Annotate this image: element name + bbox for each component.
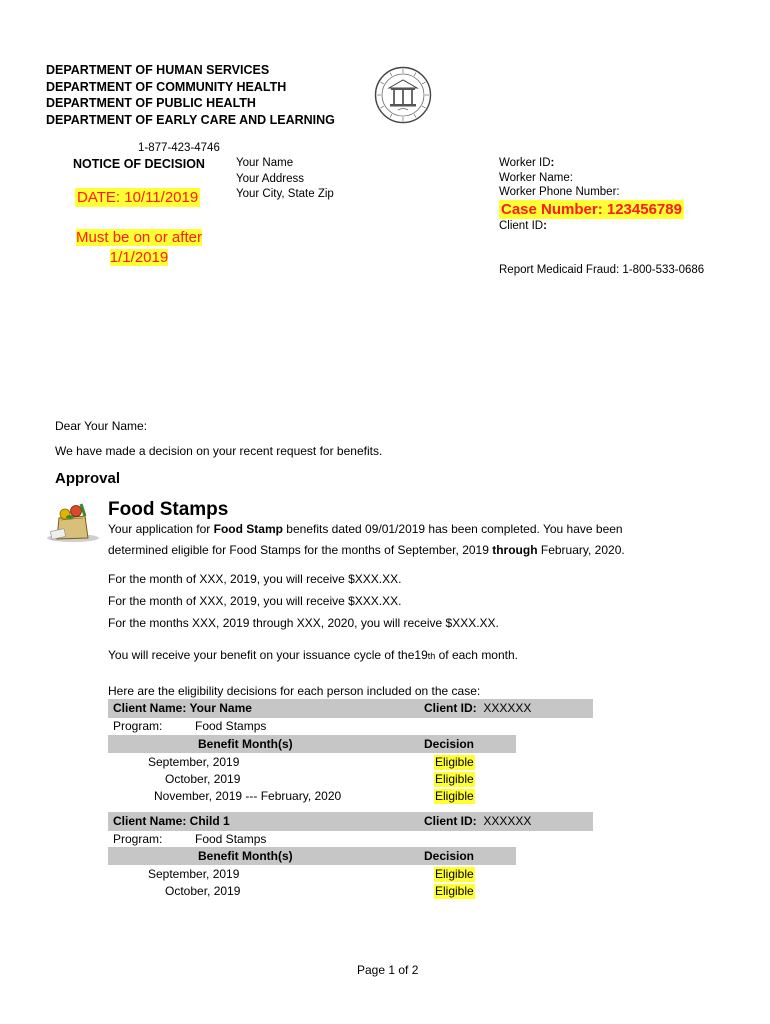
decision-status: Eligible [435,789,474,803]
recipient-street: Your Address [236,172,304,185]
benefit-months-header: Benefit Month(s) [198,849,293,863]
worker-id: Worker ID: [499,157,555,169]
client-name: Client Name: Child 1 [113,814,230,828]
benefit-month: November, 2019 --- February, 2020 [154,789,342,803]
client-id-value: XXXXXX [483,701,532,715]
program-value: Food Stamps [195,719,267,733]
program-value: Food Stamps [195,832,267,846]
state-seal-icon [374,66,432,124]
page-number: Page 1 of 2 [357,963,419,977]
worker-phone: Worker Phone Number: [499,186,620,198]
client-id-field [424,814,531,829]
decision-status: Eligible [435,755,474,769]
paragraph-text: determined eligible for Food Stamps for the months of September, 2019 [108,543,493,557]
benefit-amount-line: For the month of XXX, 2019, you will receive $XXX.XX. [108,594,402,608]
eligibility-intro: Here are the eligibility decisions for each person included on the case: [108,684,481,698]
program-label: Program: [113,832,163,846]
issuance-suffix: th [427,651,436,661]
application-paragraph-line2 [108,543,625,558]
grocery-bag-icon [45,500,101,544]
paragraph-bold: through [492,543,538,557]
notice-date: DATE: 10/11/2019 [77,189,199,206]
recipient-address [236,156,334,203]
program-label: Program: [113,719,163,733]
benefit-month: September, 2019 [148,867,240,881]
agency-phone: 1-877-423-4746 [138,142,220,154]
department-list [46,62,335,128]
case-number: Case Number: 123456789 [501,201,682,218]
date-requirement-line: 1/1/2019 [109,249,169,266]
greeting: Dear Your Name: [55,419,148,433]
client-id: Client ID: [499,220,547,232]
decision-status: Eligible [435,867,474,881]
benefit-months-header: Benefit Month(s) [198,737,293,751]
intro-text: We have made a decision on your recent request for benefits. [55,444,383,458]
paragraph-text: February, 2020. [537,543,625,557]
benefit-amount-line: For the months XXX, 2019 through XXX, 2020, you will receive $XXX.XX. [108,616,499,630]
department-name: DEPARTMENT OF EARLY CARE AND LEARNING [46,112,335,127]
paragraph-text: benefits dated 09/01/2019 has been completed. You have been [282,522,623,536]
program-title: Food Stamps [108,499,229,520]
client-id-label: Client ID: [424,814,477,828]
client-id-field [424,701,531,716]
recipient-name: Your Name [236,157,294,169]
date-requirement-line: Must be on or after [76,229,202,246]
client-name: Client Name: Your Name [113,701,252,715]
decision-header: Decision [424,737,475,751]
paragraph-text: Your application for [108,522,214,536]
paragraph-bold: Food Stamp [213,522,283,536]
client-id-label: Client ID: [424,701,477,715]
decision-header: Decision [424,849,475,863]
section-heading: Approval [55,470,121,487]
department-name: DEPARTMENT OF HUMAN SERVICES [46,63,270,77]
department-name: DEPARTMENT OF COMMUNITY HEALTH [46,79,287,94]
date-requirement-note [74,228,204,268]
notice-title: NOTICE OF DECISION [73,157,205,171]
benefit-amount-line: For the month of XXX, 2019, you will receive $XXX.XX. [108,572,402,586]
benefit-month: September, 2019 [148,755,240,769]
benefit-month: October, 2019 [165,884,241,898]
issuance-cycle-text [108,648,518,664]
paragraph-text: You will receive your benefit on your issuance cycle of the [108,648,415,662]
issuance-day: 19 [414,648,428,662]
fraud-hotline: Report Medicaid Fraud: 1-800-533-0686 [499,264,705,276]
benefit-month: October, 2019 [165,772,241,786]
recipient-city: Your City, State Zip [236,188,334,200]
client-id-label: Client ID [499,220,544,232]
paragraph-text: of each month. [435,648,518,662]
worker-name: Worker Name: [499,172,573,184]
department-name: DEPARTMENT OF PUBLIC HEALTH [46,96,256,110]
decision-status: Eligible [435,772,474,786]
decision-status: Eligible [435,884,474,898]
worker-id-label: Worker ID [499,157,551,169]
client-id-value: XXXXXX [483,814,532,828]
application-paragraph-line1 [108,522,623,537]
